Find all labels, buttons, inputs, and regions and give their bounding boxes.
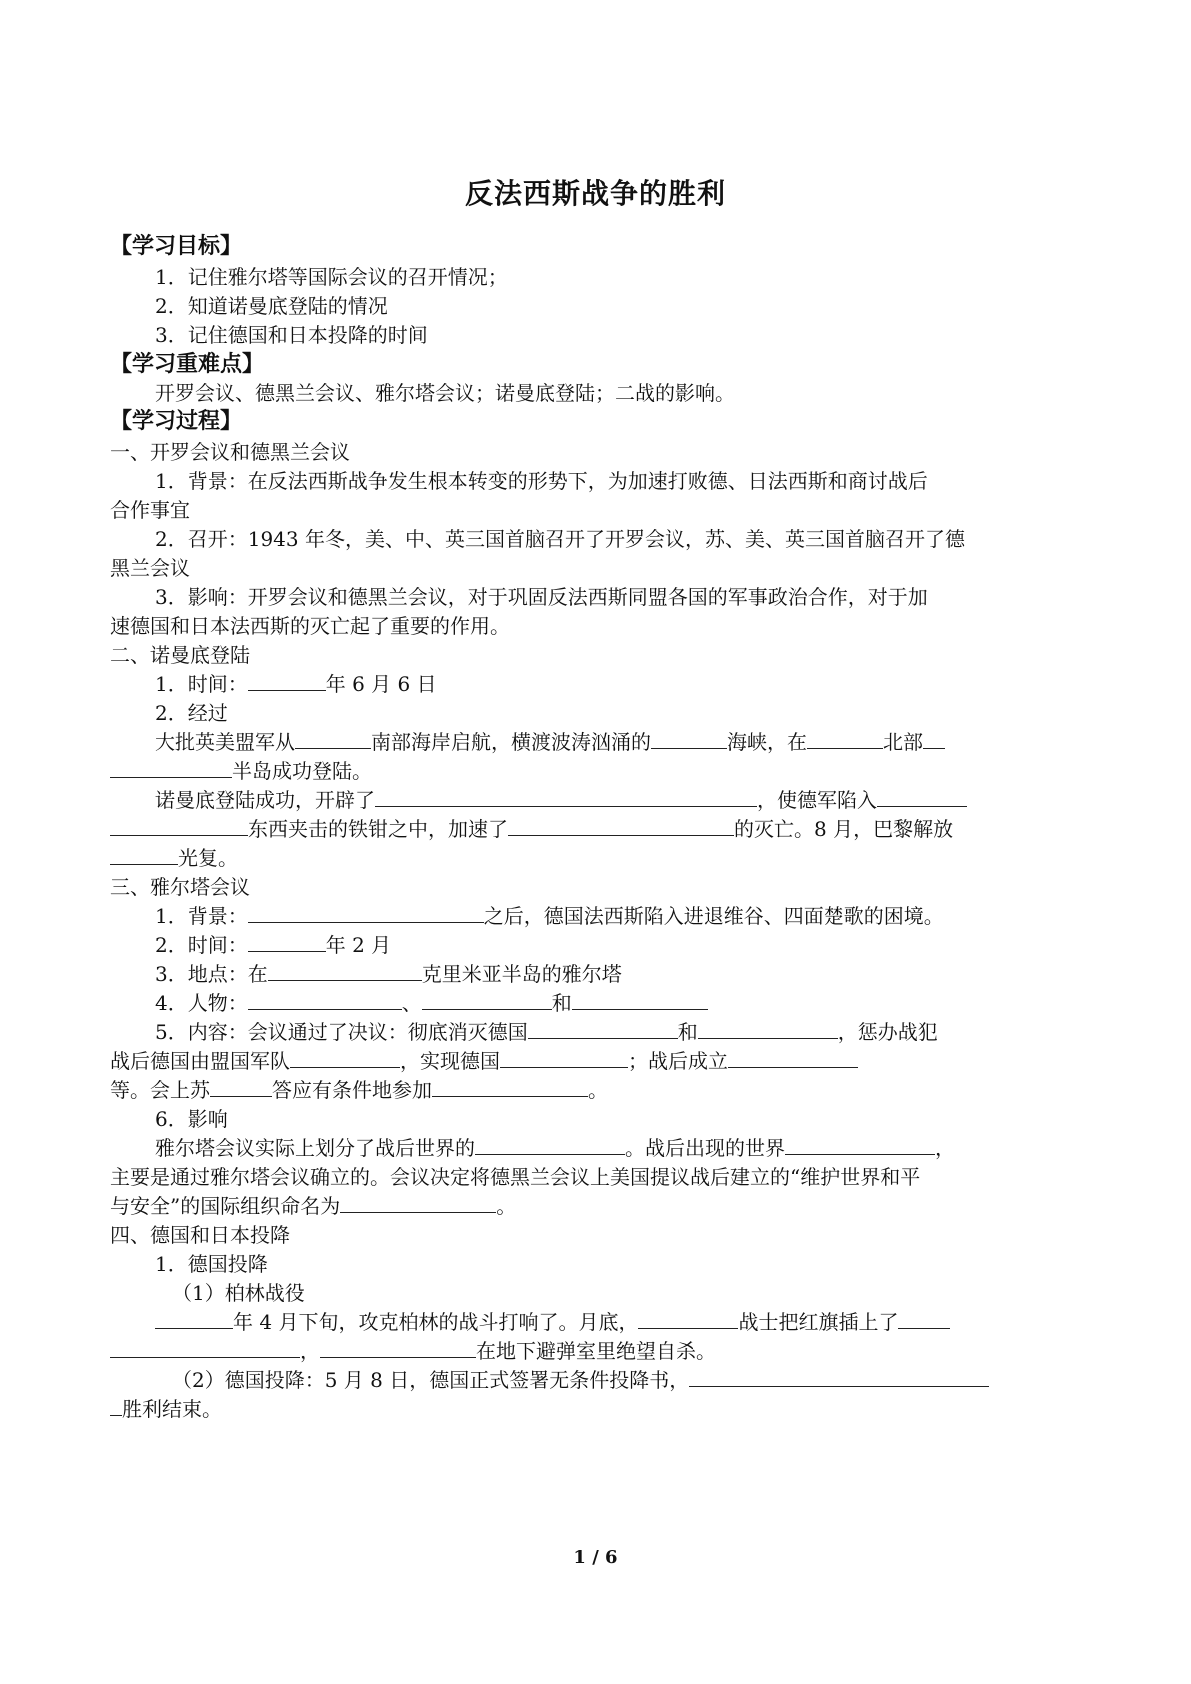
text: 4．人物： [155, 991, 248, 1015]
fill-blank[interactable] [877, 786, 967, 807]
page-number: 1 / 6 [573, 1547, 618, 1568]
fill-blank[interactable] [248, 931, 326, 952]
part2-time [155, 669, 1135, 699]
text: 光复。 [178, 846, 238, 870]
text: 半岛成功登陆。 [232, 759, 372, 783]
part3-content-line3 [110, 1075, 1090, 1105]
part4-surrender-line1 [172, 1365, 1152, 1395]
part2-time-label: 1．时间： [155, 672, 248, 696]
fill-blank[interactable] [340, 1192, 496, 1213]
text: ，实现德国 [400, 1049, 500, 1073]
part3-impact-label: 6．影响 [155, 1107, 228, 1131]
part4-surrender-line2 [110, 1394, 1090, 1424]
part1-background: 1．背景：在反法西斯战争发生根本转变的形势下，为加速打败德、日法西斯和商讨战后 [155, 469, 928, 493]
text: 5．内容：会议通过了决议：彻底消灭德国 [155, 1020, 528, 1044]
text: 海峡，在 [727, 730, 807, 754]
part2-result-line2 [110, 814, 1090, 844]
text: 的灭亡。8 月，巴黎解放 [734, 817, 954, 841]
text: 。 [588, 1078, 608, 1102]
text: 年 4 月下旬，攻克柏林的战斗打响了。月底， [233, 1310, 639, 1334]
text: 战士把红旗插上了 [738, 1310, 899, 1334]
fill-blank[interactable] [807, 728, 883, 749]
fill-blank[interactable] [248, 902, 484, 923]
text: （2）德国投降：5 月 8 日，德国正式签署无条件投降书， [172, 1368, 690, 1392]
keypoints-text: 开罗会议、德黑兰会议、雅尔塔会议；诺曼底登陆；二战的影响。 [155, 381, 735, 405]
text: 大批英美盟军从 [155, 730, 295, 754]
fill-blank[interactable] [500, 1047, 628, 1068]
fill-blank[interactable] [320, 1337, 476, 1358]
section-heading-goals: 【学习目标】 [110, 234, 243, 259]
text: 克里米亚半岛的雅尔塔 [421, 962, 622, 986]
page-title: 反法西斯战争的胜利 [464, 177, 726, 210]
part2-result-line3 [110, 843, 1090, 873]
fill-blank[interactable] [572, 989, 708, 1010]
part4-berlin-line1 [155, 1307, 1135, 1337]
fill-blank[interactable] [248, 989, 402, 1010]
fill-blank[interactable] [475, 1134, 625, 1155]
part2-time-suffix: 年 6 月 6 日 [325, 672, 437, 696]
fill-blank[interactable] [785, 1134, 935, 1155]
fill-blank[interactable] [375, 786, 757, 807]
goal-item: 2．知道诺曼底登陆的情况 [155, 294, 388, 318]
part2-process-label: 2．经过 [155, 701, 228, 725]
fill-blank[interactable] [728, 1047, 858, 1068]
part4-heading: 四、德国和日本投降 [110, 1223, 290, 1247]
part1-hold-cont: 黑兰会议 [110, 556, 190, 580]
fill-blank[interactable] [110, 757, 232, 778]
goal-item: 1．记住雅尔塔等国际会议的召开情况； [155, 265, 508, 289]
part3-time [155, 930, 1135, 960]
part2-heading: 二、诺曼底登陆 [110, 643, 250, 667]
part2-process-line1 [155, 727, 1135, 757]
part2-process-line2 [110, 756, 1090, 786]
fill-blank[interactable] [638, 1308, 738, 1329]
text: ；战后成立 [628, 1049, 728, 1073]
text: 之后，德国法西斯陷入进退维谷、四面楚歌的困境。 [483, 904, 944, 928]
part3-place [155, 959, 1135, 989]
fill-blank[interactable] [698, 1018, 838, 1039]
part3-people [155, 988, 1135, 1018]
text: ， [935, 1136, 955, 1160]
goal-item: 3．记住德国和日本投降的时间 [155, 323, 428, 347]
fill-blank[interactable] [248, 670, 326, 691]
text: 。 [496, 1194, 517, 1218]
fill-blank[interactable] [110, 844, 178, 865]
text: 诺曼底登陆成功，开辟了 [155, 788, 375, 812]
fill-blank[interactable] [110, 815, 248, 836]
fill-blank[interactable] [110, 1395, 122, 1416]
part2-result-line1 [155, 785, 1135, 815]
part1-hold: 2．召开：1943 年冬，美、中、英三国首脑召开了开罗会议，苏、美、英三国首脑召开了德 [155, 527, 965, 551]
fill-blank[interactable] [155, 1308, 233, 1329]
fill-blank[interactable] [432, 1076, 588, 1097]
fill-blank[interactable] [689, 1366, 989, 1387]
text: 战后德国由盟国军队 [110, 1049, 290, 1073]
fill-blank[interactable] [422, 989, 552, 1010]
fill-blank[interactable] [651, 728, 727, 749]
fill-blank[interactable] [295, 728, 371, 749]
text: 。战后出现的世界 [625, 1136, 785, 1160]
part3-background [155, 901, 1135, 931]
part4-berlin-label: （1）柏林战役 [172, 1281, 305, 1305]
text: 和 [551, 991, 572, 1015]
text: ， [300, 1339, 320, 1363]
text: 与安全”的国际组织命名为 [110, 1194, 341, 1218]
fill-blank[interactable] [923, 728, 945, 749]
fill-blank[interactable] [508, 815, 734, 836]
fill-blank[interactable] [290, 1047, 400, 1068]
fill-blank[interactable] [898, 1308, 950, 1329]
text: 1．背景： [155, 904, 248, 928]
section-heading-keypoints: 【学习重难点】 [110, 352, 265, 377]
part1-effect-cont: 速德国和日本法西斯的灭亡起了重要的作用。 [110, 614, 510, 638]
part3-impact-line2: 主要是通过雅尔塔会议确立的。会议决定将德黑兰会议上美国提议战后建立的“维护世界和平 [110, 1165, 921, 1189]
fill-blank[interactable] [210, 1076, 272, 1097]
text: 雅尔塔会议实际上划分了战后世界的 [155, 1136, 475, 1160]
fill-blank[interactable] [268, 960, 422, 981]
part1-background-cont: 合作事宜 [110, 498, 190, 522]
fill-blank[interactable] [110, 1337, 300, 1358]
text: 和 [677, 1020, 698, 1044]
text: 在地下避弹室里绝望自杀。 [476, 1339, 716, 1363]
text: 3．地点：在 [155, 962, 268, 986]
text: 2．时间： [155, 933, 248, 957]
section-heading-process: 【学习过程】 [110, 409, 243, 434]
text: ，使德军陷入 [757, 788, 877, 812]
text: 答应有条件地参加 [272, 1078, 432, 1102]
part1-heading: 一、开罗会议和德黑兰会议 [110, 440, 350, 464]
part4-germany-label: 1．德国投降 [155, 1252, 268, 1276]
text: 北部 [883, 730, 923, 754]
text: 年 2 月 [325, 933, 392, 957]
part1-effect: 3．影响：开罗会议和德黑兰会议，对于巩固反法西斯同盟各国的军事政治合作，对于加 [155, 585, 928, 609]
part3-heading: 三、雅尔塔会议 [110, 875, 250, 899]
part3-content-line2 [110, 1046, 1090, 1076]
text: 等。会上苏 [110, 1078, 210, 1102]
text: ，惩办战犯 [837, 1020, 938, 1044]
fill-blank[interactable] [528, 1018, 678, 1039]
text: 胜利结束。 [122, 1397, 222, 1421]
text: 、 [401, 991, 422, 1015]
part4-berlin-line2 [110, 1336, 1090, 1366]
text: 南部海岸启航，横渡波涛汹涌的 [371, 730, 651, 754]
text: 东西夹击的铁钳之中，加速了 [248, 817, 508, 841]
part3-content-line1 [155, 1017, 1135, 1047]
part3-impact-line1 [155, 1133, 1135, 1163]
part3-impact-line3 [110, 1191, 1090, 1221]
